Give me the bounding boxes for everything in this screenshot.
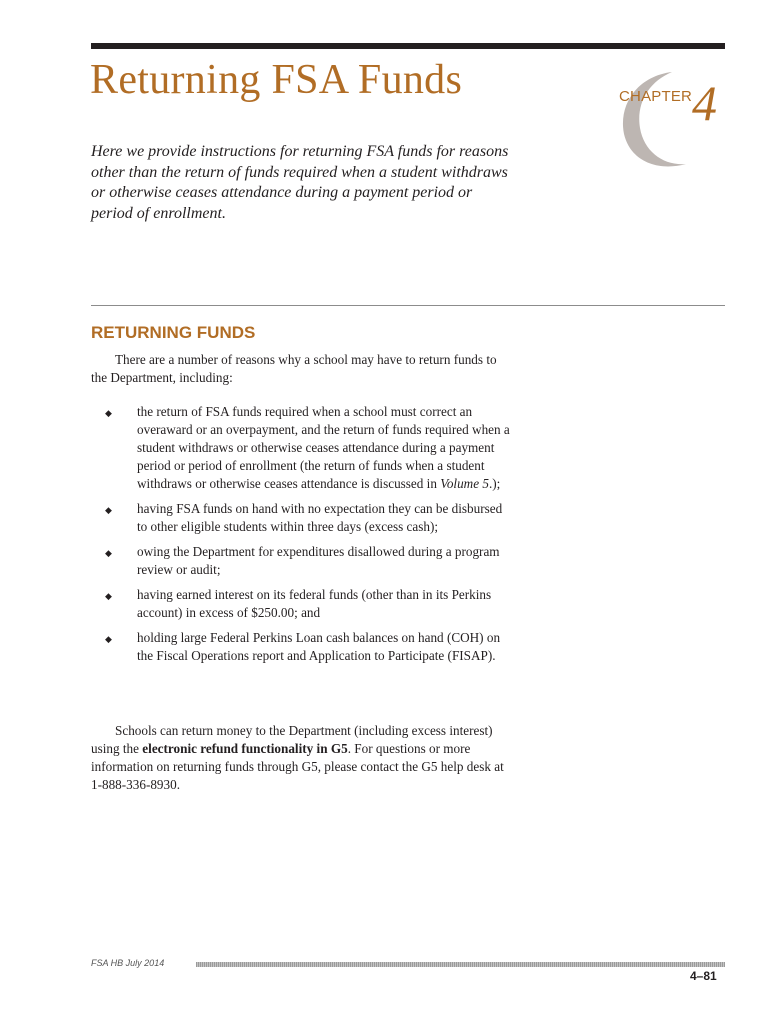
list-item-text: holding large Federal Perkins Loan cash balances on hand (COH) on the Fiscal Operations report and Application to Participate (FISAP). <box>137 630 501 663</box>
diamond-bullet-icon: ◆ <box>105 591 112 601</box>
reasons-list <box>91 403 511 672</box>
footer-source: FSA HB July 2014 <box>91 958 165 968</box>
diamond-bullet-icon: ◆ <box>105 505 112 515</box>
closing-text-end: . For questions or more information on returning funds through G5, please contact the G5 help desk at 1-888-336-8930. <box>91 741 504 792</box>
chapter-label: CHAPTER <box>619 88 693 105</box>
list-item-text: having earned interest on its federal funds (other than in its Perkins account) in excess of $250.00; and <box>137 587 492 620</box>
diamond-bullet-icon: ◆ <box>105 548 112 558</box>
lead-paragraph: There are a number of reasons why a school may have to return funds to the Department, including: <box>91 352 497 385</box>
diamond-bullet-icon: ◆ <box>105 634 112 644</box>
closing-text-start: Schools can return money to the Department (including excess interest) using the <box>91 723 493 756</box>
chapter-intro: Here we provide instructions for returning FSA funds for reasons other than the return of funds required when a student withdraws or otherwise ceases attendance during a payment period or period of enrollment. <box>91 143 509 222</box>
page-title: Returning FSA Funds <box>90 57 463 103</box>
list-item <box>91 403 511 493</box>
list-item <box>91 629 511 665</box>
list-item <box>91 586 511 622</box>
footer-rule <box>196 962 725 967</box>
volume-reference: Volume 5 <box>440 476 489 491</box>
section-heading: RETURNING FUNDS <box>91 323 256 342</box>
g5-refund-link-text: electronic refund functionality in G5 <box>142 741 348 756</box>
diamond-bullet-icon: ◆ <box>105 408 112 418</box>
top-rule <box>91 43 725 49</box>
list-item <box>91 543 511 579</box>
closing-paragraph <box>91 722 511 794</box>
page-number: 4–81 <box>690 969 717 983</box>
list-item-text: owing the Department for expenditures disallowed during a program review or audit; <box>137 544 500 577</box>
list-item <box>91 500 511 536</box>
chapter-number: 4 <box>692 75 717 131</box>
list-item-text: having FSA funds on hand with no expectation they can be disbursed to other eligible students within three days (excess cash); <box>137 501 503 534</box>
list-item-text: the return of FSA funds required when a school must correct an overaward or an overpayment, and the return of funds required when a student withdraws or otherwise ceases attendance during a payment period or period of enrollment (the return of funds when a student withdraws or otherwise ceases attendance is discussed in <box>137 404 510 491</box>
list-item-text-end: .); <box>488 476 501 491</box>
section-divider <box>91 305 725 306</box>
